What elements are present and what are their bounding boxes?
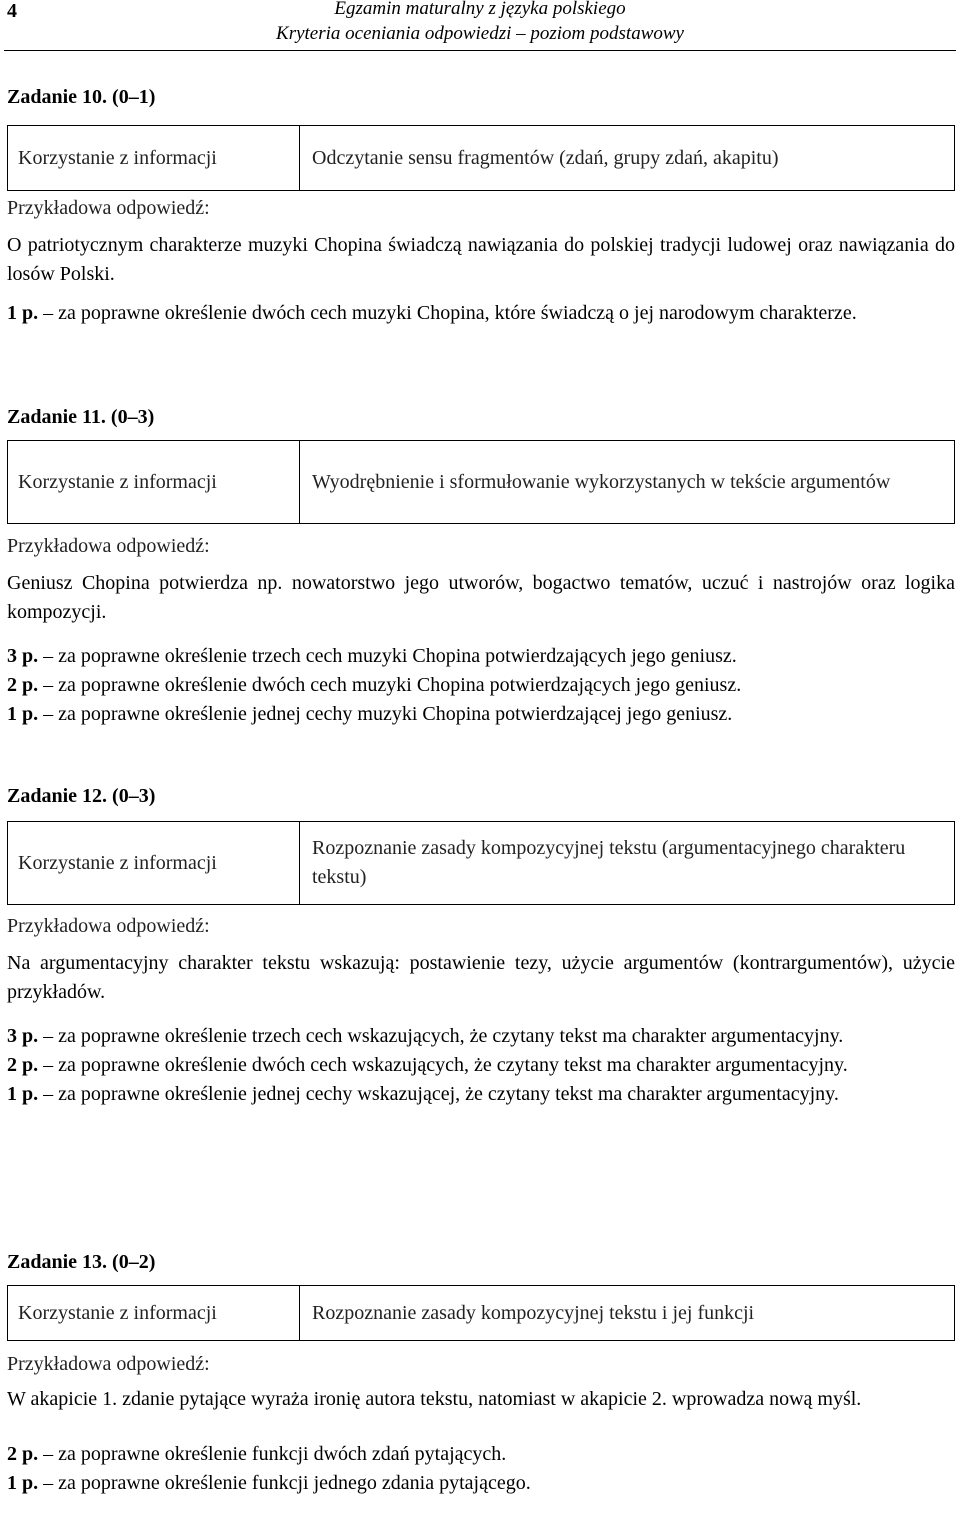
task-points-range: (0–1) — [112, 86, 156, 108]
task-points-range: (0–3) — [112, 785, 156, 807]
scoring-item: 3 p. – za poprawne określenie trzech cech wskazujących, że czytany tekst ma charakter argumentacyjny. — [7, 1025, 844, 1047]
task-number: Zadanie 10. — [7, 86, 108, 108]
requirement-skill: Rozpoznanie zasady kompozycyjnej tekstu i jej funkcji — [312, 1301, 755, 1324]
task-points-range: (0–3) — [110, 406, 155, 428]
requirement-area: Korzystanie z informacji — [8, 126, 300, 190]
scoring-points: 2 p. — [7, 674, 39, 696]
sample-answer: Geniusz Chopina potwierdza np. nowatorstwo jego utworów, bogactwo tematów, uczuć i nastrojów oraz logika kompozycji. — [7, 572, 955, 623]
task-criteria-table — [7, 821, 955, 905]
scoring-points: 2 p. — [7, 1054, 39, 1076]
scoring-item: 3 p. – za poprawne określenie trzech cech muzyki Chopina potwierdzających jego geniusz. — [7, 645, 737, 667]
scoring-item: 2 p. – za poprawne określenie dwóch cech muzyki Chopina potwierdzających jego geniusz. — [7, 674, 742, 696]
task-title — [7, 403, 955, 432]
scoring-text: 1 p. – za poprawne określenie dwóch cech muzyki Chopina, które świadczą o jej narodowym charakterze. — [7, 302, 857, 324]
scoring-points: 2 p. — [7, 1443, 39, 1465]
requirement-area: Korzystanie z informacji — [8, 1286, 300, 1340]
scoring-item: 2 p. – za poprawne określenie dwóch cech wskazujących, że czytany tekst ma charakter argumentacyjny. — [7, 1054, 848, 1076]
task-points-range: (0–2) — [112, 1251, 156, 1273]
scoring-list — [7, 1440, 955, 1498]
scoring-points: 1 p. — [7, 703, 39, 725]
header-line-2: Kryteria oceniania odpowiedzi – poziom podstawowy — [276, 23, 684, 44]
task-title — [7, 782, 955, 811]
task-criteria-table — [7, 440, 955, 524]
task-title — [7, 1248, 955, 1277]
scoring-points: 1 p. — [7, 302, 39, 324]
sample-answer-label: Przykładowa odpowiedź: — [7, 197, 210, 219]
task-number: Zadanie 12. — [7, 785, 108, 807]
scoring-item: 1 p. – za poprawne określenie jednej cechy muzyki Chopina potwierdzającej jego geniusz. — [7, 703, 733, 725]
sample-answer: Na argumentacyjny charakter tekstu wskazują: postawienie tezy, użycie argumentów (kontrargumentów), użycie przykładów. — [7, 952, 955, 1003]
requirement-skill: Wyodrębnienie i sformułowanie wykorzystanych w tekście argumentów — [312, 470, 891, 493]
page-number: 4 — [7, 0, 17, 22]
scoring-item — [7, 299, 955, 328]
header-title — [220, 0, 740, 46]
scoring-points: 3 p. — [7, 645, 39, 667]
task-12 — [7, 782, 955, 1109]
scoring-list — [7, 1022, 955, 1109]
requirement-area: Korzystanie z informacji — [8, 441, 300, 523]
task-number: Zadanie 13. — [7, 1251, 108, 1273]
task-criteria-table — [7, 125, 955, 191]
scoring-item: 2 p. – za poprawne określenie funkcji dwóch zdań pytających. — [7, 1443, 507, 1465]
requirement-area: Korzystanie z informacji — [8, 822, 300, 904]
scoring-list — [7, 642, 955, 729]
sample-answer: W akapicie 1. zdanie pytające wyraża ironię autora tekstu, natomiast w akapicie 2. wprowadza nową myśl. — [7, 1388, 862, 1410]
scoring-item: 1 p. – za poprawne określenie funkcji jednego zdania pytającego. — [7, 1472, 531, 1494]
sample-answer-label: Przykładowa odpowiedź: — [7, 1353, 210, 1375]
requirement-skill: Rozpoznanie zasady kompozycyjnej tekstu (argumentacyjnego charakteru tekstu) — [312, 837, 906, 888]
task-11 — [7, 403, 955, 729]
scoring-list — [7, 299, 955, 328]
sample-answer: O patriotycznym charakterze muzyki Chopina świadczą nawiązania do polskiej tradycji ludowej oraz nawiązania do losów Polski. — [7, 234, 955, 285]
requirement-skill: Odczytanie sensu fragmentów (zdań, grupy zdań, akapitu) — [312, 146, 779, 169]
scoring-item: 1 p. – za poprawne określenie jednej cechy wskazującej, że czytany tekst ma charakter argumentacyjny. — [7, 1083, 839, 1105]
page-header — [0, 0, 960, 52]
task-10 — [7, 83, 955, 328]
task-title — [7, 83, 955, 112]
header-rule — [4, 50, 956, 51]
task-13 — [7, 1248, 955, 1498]
task-number: Zadanie 11. — [7, 406, 106, 428]
task-criteria-table — [7, 1285, 955, 1341]
scoring-points: 3 p. — [7, 1025, 39, 1047]
sample-answer-label: Przykładowa odpowiedź: — [7, 915, 210, 937]
scoring-points: 1 p. — [7, 1472, 39, 1494]
scoring-points: 1 p. — [7, 1083, 39, 1105]
sample-answer-label: Przykładowa odpowiedź: — [7, 535, 210, 557]
header-line-1: Egzamin maturalny z języka polskiego — [334, 0, 626, 19]
